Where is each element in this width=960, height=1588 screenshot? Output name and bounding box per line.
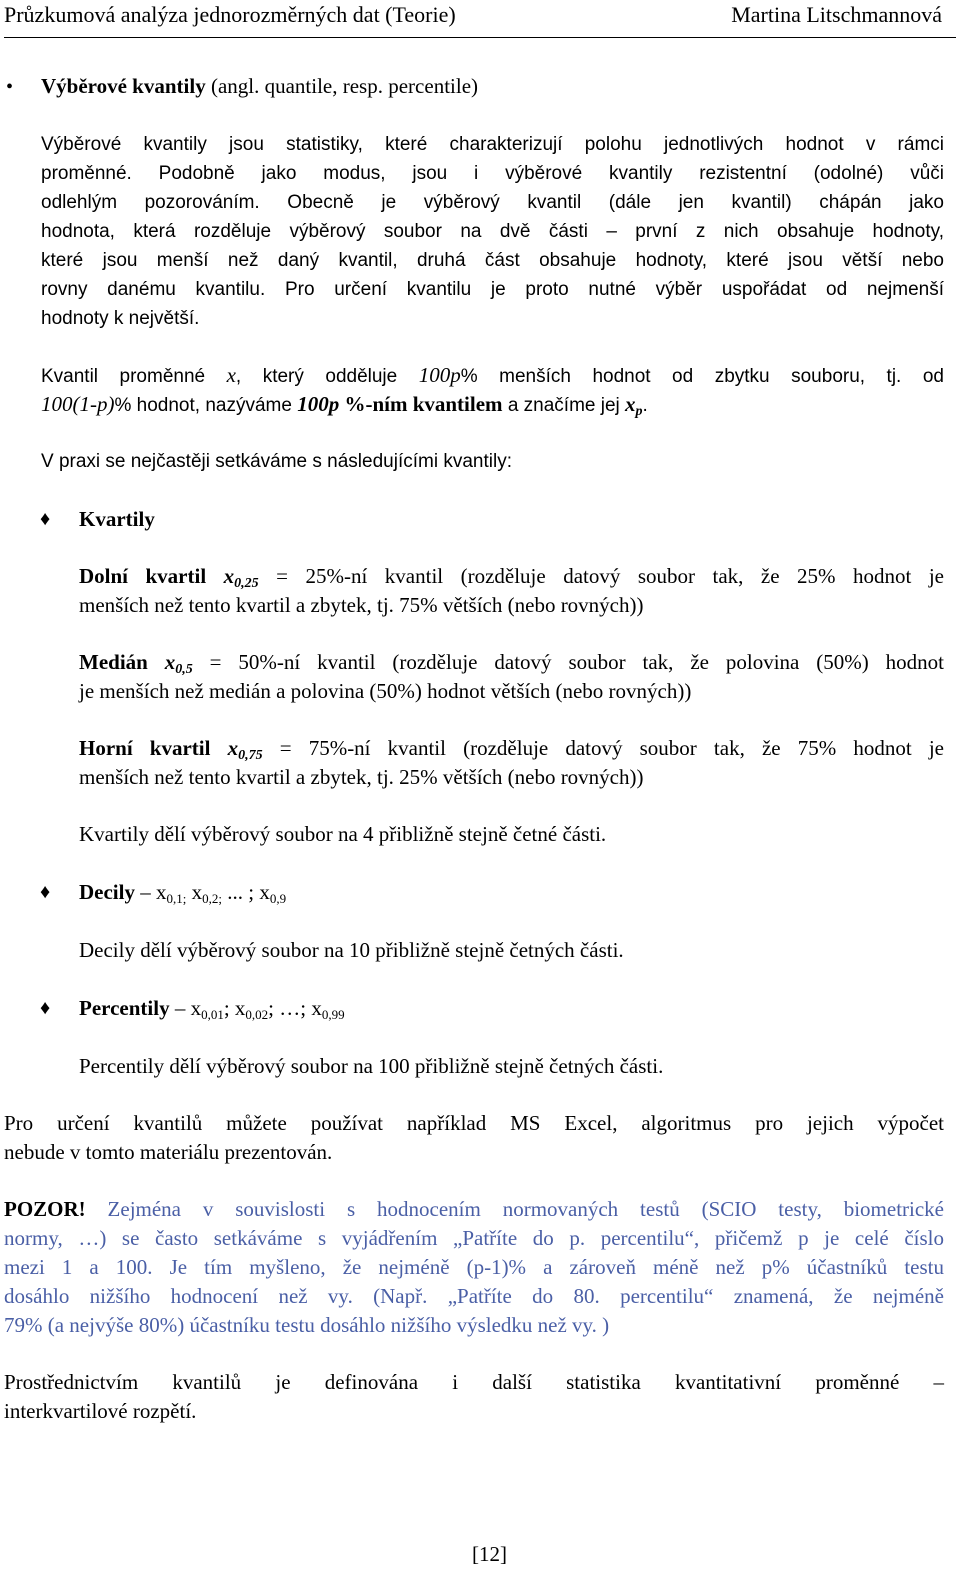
p1-line2: proměnné. Podobně jako modus, jsou i výběrové kvantily rezistentní (odolné) vůči (41, 163, 944, 184)
horni-kvartil-line1: Horní kvartil $x_{0,75}$ = 75%-ní kvantil (rozděluje datový soubor tak, že 75% hodnot je (79, 736, 944, 763)
p2-line1: Kvantil proměnné x, který odděluje 100p% menších hodnot od zbytku souboru, tj. od (41, 363, 944, 387)
kvartily-title: Kvartily (79, 507, 155, 531)
p4-line1: Pro určení kvantilů můžete používat například MS Excel, algoritmus pro jejich výpočet (4, 1111, 944, 1135)
pozor-line1: POZOR! Zejména v souvislosti s hodnocením normovaných testů (SCIO testy, biometrické (4, 1197, 945, 1221)
heading-rest: (angl. quantile, resp. percentile) (205, 74, 479, 98)
heading-vyberove-kvantily: Výběrové kvantily (41, 74, 206, 98)
dolni-kvartil-line2: menších než tento kvartil a zbytek, tj. 75% větších (nebo rovných)) (79, 593, 644, 617)
p1-line1: Výběrové kvantily jsou statistiky, které charakterizují polohu jednotlivých hodnot v rámci (41, 134, 944, 155)
p2-line2: 100(1-p)% hodnot, nazýváme 100p %-ním kvantilem a značíme jej $x_p$. (41, 392, 648, 419)
pozor-label: POZOR! (4, 1197, 86, 1221)
p1-line3b: Obecně je výběrový kvantil (dále jen kvantil) chápán jako (287, 192, 944, 213)
pozor-line2: normy, …) se často setkáváme s vyjádřením „Patříte do p. percentilu“, přičemž p je celé číslo (4, 1226, 944, 1250)
p1-line5: které jsou menší než daný kvantil, druhá část obsahuje hodnoty, které jsou větší nebo (41, 250, 944, 271)
percentily-title: Percentily – $x_{0,01}$; $x_{0,02}$; …; $x_{0,99}$ (79, 996, 345, 1022)
diamond-bullet-icon: ♦ (40, 997, 51, 1019)
p1-line3a: odlehlým pozorováním. (41, 192, 260, 213)
percentily-note: Percentily dělí výběrový soubor na 100 přibližně stejně četných části. (79, 1054, 664, 1078)
p1-line6: rovny danému kvantilu. Pro určení kvantilu je proto nutné výběr uspořádat od nejmenší (41, 279, 944, 300)
bullet-heading (41, 72, 478, 101)
kvartily-note: Kvartily dělí výběrový soubor na 4 přibližně stejně četné části. (79, 822, 607, 846)
dolni-kvartil-line1: Dolní kvartil $x_{0,25}$ = 25%-ní kvantil (rozděluje datový soubor tak, že 25% hodnot je (79, 564, 944, 591)
p1-line3 (41, 188, 944, 218)
header-author: Martina Litschmannová (731, 2, 942, 27)
decily-title: Decily – $x_{0,1;}$ $x_{0,2;}$ ... ; $x_{0,9}$ (79, 880, 287, 906)
p1-line4: hodnota, která rozděluje výběrový soubor na dvě části – první z nich obsahuje hodnoty, (41, 221, 944, 242)
p1-line7: hodnoty k největší. (41, 308, 200, 329)
diamond-bullet-icon: ♦ (40, 508, 51, 530)
median-line2: je menších než medián a polovina (50%) hodnot větších (nebo rovných)) (79, 679, 692, 703)
bullet-dot: • (6, 76, 14, 98)
p4-line2: nebude v tomto materiálu prezentován. (4, 1140, 333, 1164)
median-line1: Medián $x_{0,5}$ = 50%-ní kvantil (rozděluje datový soubor tak, že polovina (50%) hodnot (79, 650, 944, 677)
horni-kvartil-line2: menších než tento kvartil a zbytek, tj. 25% větších (nebo rovných)) (79, 765, 644, 789)
diamond-bullet-icon: ♦ (40, 881, 51, 903)
decily-note: Decily dělí výběrový soubor na 10 přibližně stejně četných části. (79, 938, 624, 962)
pozor-line4: dosáhlo nižšího hodnocení než vy. (Např. „Patříte do 80. percentilu“ znamená, že nejméně (4, 1284, 944, 1308)
p5-line1: Prostřednictvím kvantilů je definována i další statistika kvantitativní proměnné – (4, 1370, 944, 1394)
header-title: Průzkumová analýza jednorozměrných dat (Teorie) (4, 2, 456, 27)
page-number: [12] (472, 1542, 507, 1566)
pozor-line5: 79% (a nejvýše 80%) účastníku testu dosáhlo nižšího výsledku než vy. ) (4, 1313, 610, 1337)
header-rule (4, 37, 956, 38)
p3-intro: V praxi se nejčastěji setkáváme s následujícími kvantily: (41, 451, 512, 472)
p5-line2: interkvartilové rozpětí. (4, 1399, 197, 1423)
pozor-line3: mezi 1 a 100. Je tím myšleno, že nejméně (p-1)% a zároveň méně než p% účastníků testu (4, 1255, 944, 1279)
